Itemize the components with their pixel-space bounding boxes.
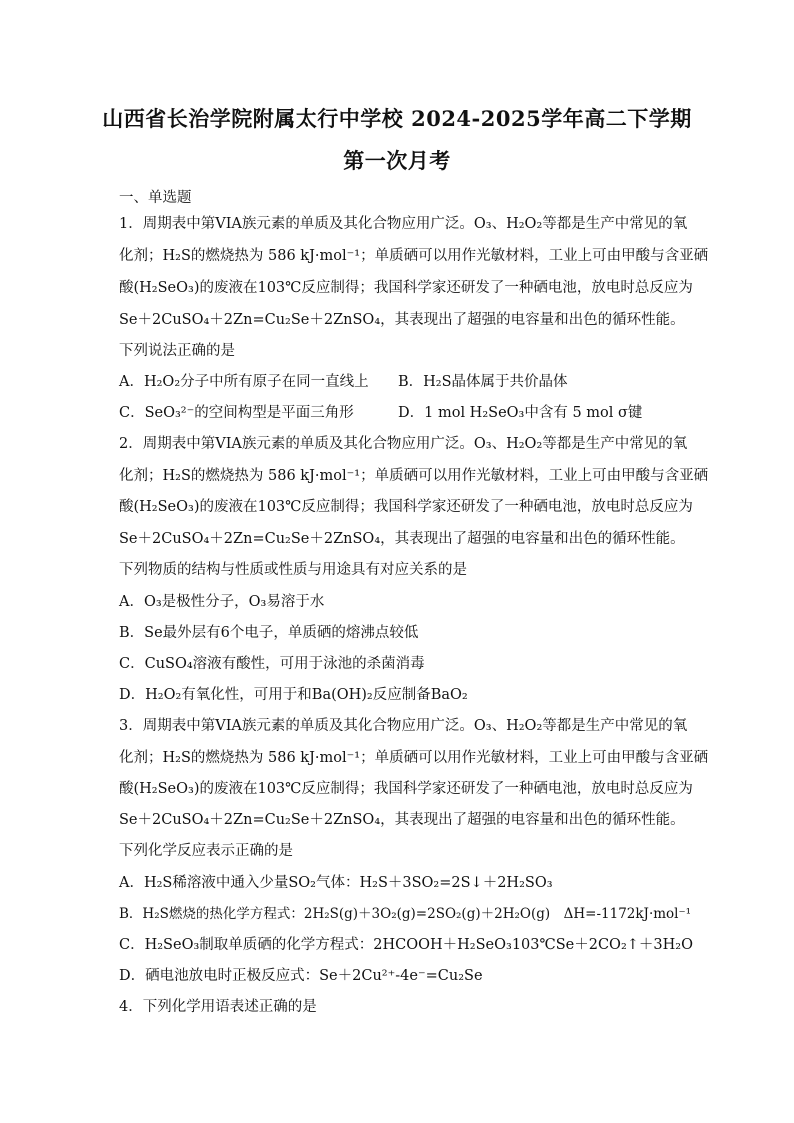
q2-text-line2: 化剂；H₂S的燃烧热为 586 kJ·mol⁻¹；单质硒可以用作光敏材料，工业上可由甲酸与含亚硒	[119, 468, 709, 484]
q1-text-line2: 化剂；H₂S的燃烧热为 586 kJ·mol⁻¹；单质硒可以用作光敏材料，工业上可由甲酸与含亚硒	[119, 248, 709, 264]
q3-text-line3: 酸(H₂SeO₃)的废液在103℃反应制得；我国科学家还研发了一种硒电池，放电时总反应为	[119, 781, 693, 797]
q3-text-line4: Se＋2CuSO₄＋2Zn=Cu₂Se＋2ZnSO₄，其表现出了超强的电容量和出色的循环性能。	[119, 812, 685, 828]
q1-text-line1: 1．周期表中第VIA族元素的单质及其化合物应用广泛。O₃、H₂O₂等都是生产中常见的氧	[119, 216, 688, 232]
q1-option-c: C．SeO₃²⁻的空间构型是平面三角形	[119, 405, 354, 421]
q3-text-line2: 化剂；H₂S的燃烧热为 586 kJ·mol⁻¹；单质硒可以用作光敏材料，工业上可由甲酸与含亚硒	[119, 750, 709, 766]
q1-option-d: D．1 mol H₂SeO₃中含有 5 mol σ键	[398, 405, 643, 421]
q3-option-d: D．硒电池放电时正极反应式：Se＋2Cu²⁺-4e⁻=Cu₂Se	[119, 968, 483, 984]
exam-title-line2: 第一次月考	[343, 148, 451, 173]
q2-stem: 下列物质的结构与性质或性质与用途具有对应关系的是	[119, 562, 467, 578]
q2-option-a: A．O₃是极性分子，O₃易溶于水	[119, 594, 325, 610]
q2-option-c: C．CuSO₄溶液有酸性，可用于泳池的杀菌消毒	[119, 656, 425, 672]
q1-stem: 下列说法正确的是	[119, 343, 235, 359]
q3-option-c: C．H₂SeO₃制取单质硒的化学方程式：2HCOOH＋H₂SeO₃103℃Se＋2CO₂↑＋3H₂O	[119, 937, 693, 953]
q2-text-line4: Se＋2CuSO₄＋2Zn=Cu₂Se＋2ZnSO₄，其表现出了超强的电容量和出色的循环性能。	[119, 531, 685, 547]
q2-text-line3: 酸(H₂SeO₃)的废液在103℃反应制得；我国科学家还研发了一种硒电池，放电时总反应为	[119, 499, 693, 515]
q3-option-b: B．H₂S燃烧的热化学方程式：2H₂S(g)＋3O₂(g)=2SO₂(g)＋2H₂O(g) ΔH=-1172kJ·mol⁻¹	[119, 906, 692, 922]
q3-option-a: A．H₂S稀溶液中通入少量SO₂气体：H₂S＋3SO₂=2S↓＋2H₂SO₃	[119, 875, 553, 891]
q4-text-line1: 4．下列化学用语表述正确的是	[119, 999, 317, 1015]
q1-text-line4: Se＋2CuSO₄＋2Zn=Cu₂Se＋2ZnSO₄，其表现出了超强的电容量和出色的循环性能。	[119, 312, 685, 328]
q3-stem: 下列化学反应表示正确的是	[119, 843, 293, 859]
exam-title-line1: 山西省长治学院附属太行中学校 2024-2025学年高二下学期	[102, 106, 692, 131]
q3-text-line1: 3．周期表中第VIA族元素的单质及其化合物应用广泛。O₃、H₂O₂等都是生产中常见的氧	[119, 718, 688, 734]
q1-option-b: B．H₂S晶体属于共价晶体	[398, 374, 568, 390]
q2-option-b: B．Se最外层有6个电子，单质硒的熔沸点较低	[119, 625, 419, 641]
section-heading: 一、单选题	[119, 190, 192, 206]
q1-text-line3: 酸(H₂SeO₃)的废液在103℃反应制得；我国科学家还研发了一种硒电池，放电时总反应为	[119, 280, 693, 296]
q2-text-line1: 2．周期表中第VIA族元素的单质及其化合物应用广泛。O₃、H₂O₂等都是生产中常见的氧	[119, 436, 688, 452]
q1-option-a: A．H₂O₂分子中所有原子在同一直线上	[119, 374, 369, 390]
q2-option-d: D．H₂O₂有氧化性，可用于和Ba(OH)₂反应制备BaO₂	[119, 687, 468, 703]
